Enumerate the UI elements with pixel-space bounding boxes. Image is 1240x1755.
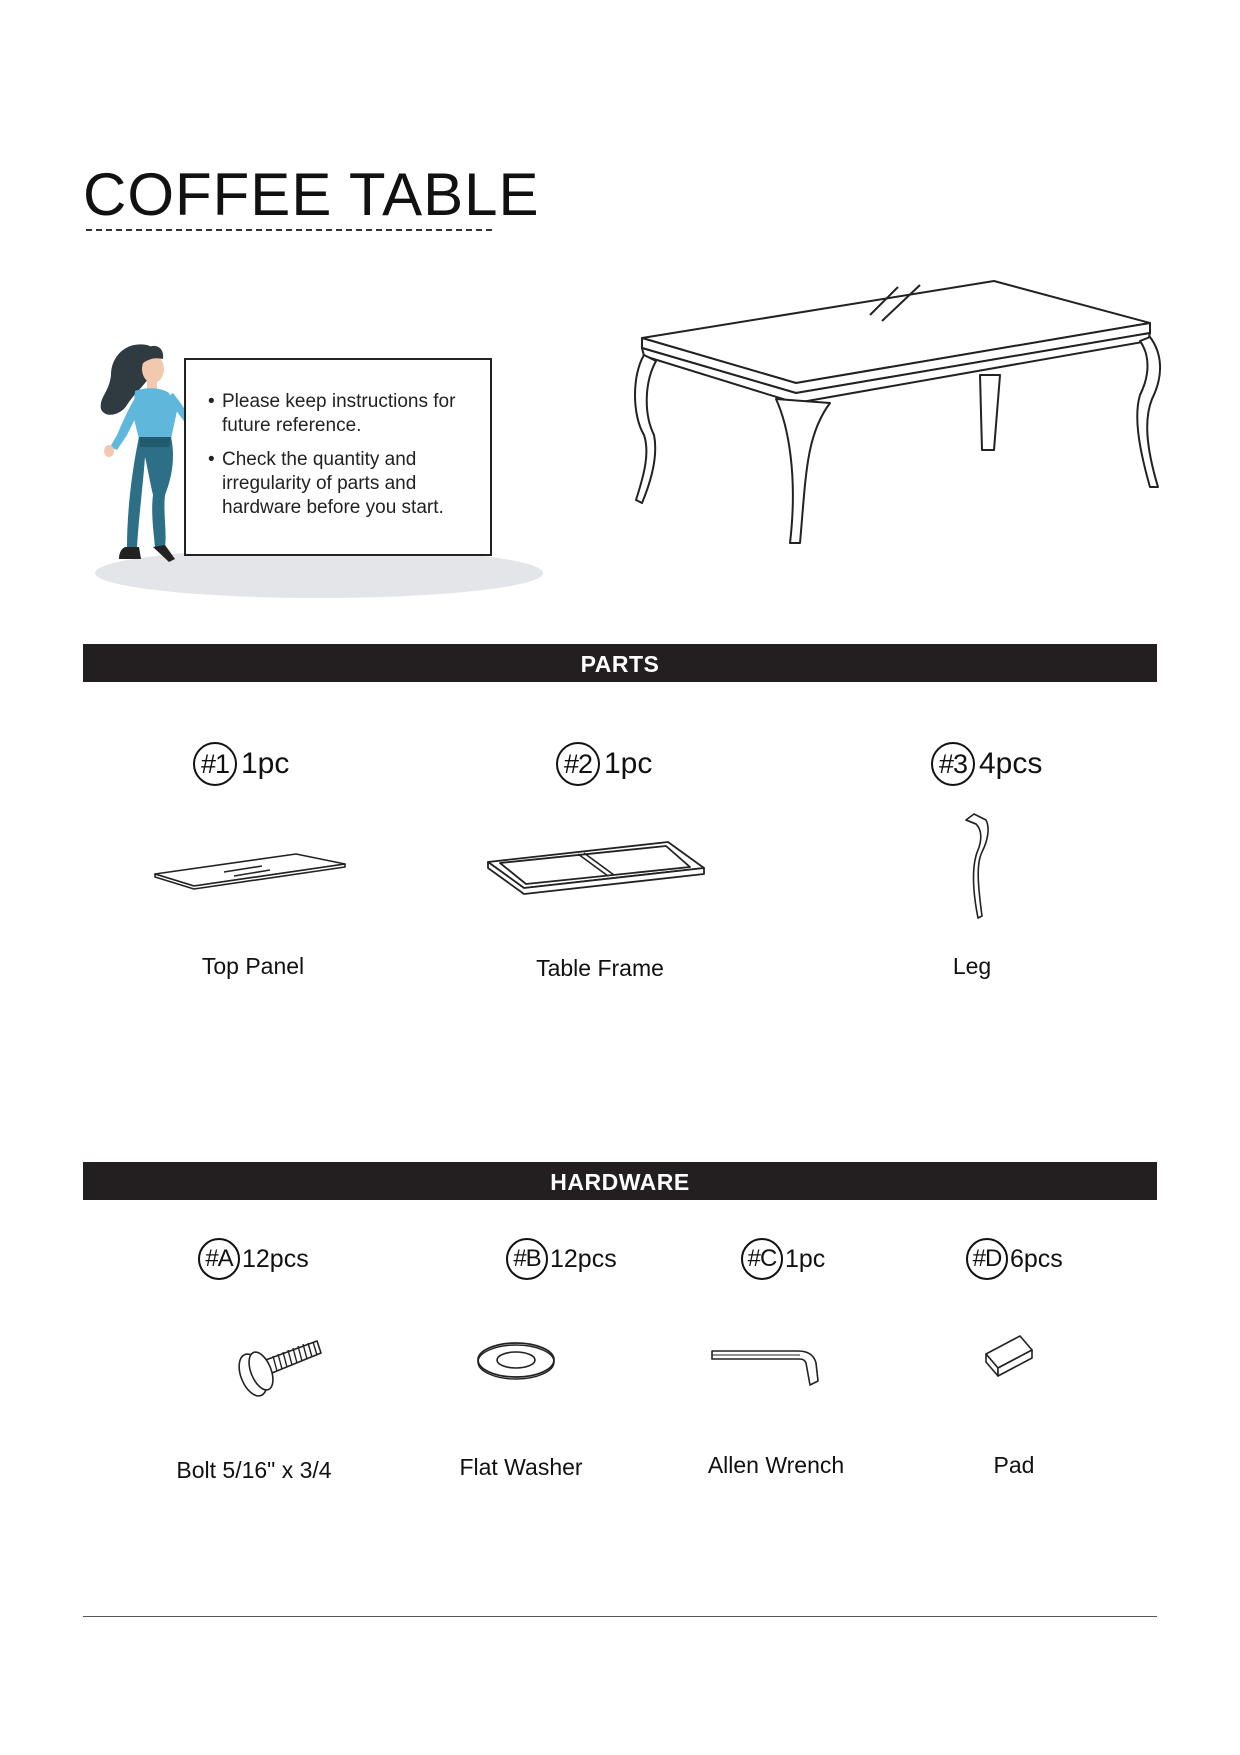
part-1-label: Top Panel	[201, 953, 305, 979]
table-frame-icon	[484, 838, 710, 896]
hardware-a-qty: 12pcs	[242, 1244, 309, 1273]
hardware-c-label: Allen Wrench	[707, 1452, 845, 1478]
part-2-badge-row	[556, 742, 652, 786]
part-1-qty: 1pc	[241, 747, 290, 780]
part-2-id-badge: #2	[556, 742, 600, 786]
hardware-a-label: Bolt 5/16" x 3/4	[176, 1457, 332, 1483]
part-3-label: Leg	[952, 953, 992, 979]
hardware-d-badge-row	[966, 1238, 1063, 1280]
part-3-qty: 4pcs	[979, 747, 1043, 780]
allen-wrench-icon	[710, 1345, 826, 1389]
hardware-c-badge-row	[741, 1238, 825, 1280]
parts-header: PARTS	[83, 644, 1157, 682]
notice-item-keep-instructions: • Please keep instructions for future reference.	[222, 390, 472, 438]
hardware-b-id-badge: #B	[506, 1238, 548, 1280]
top-panel-icon	[150, 850, 350, 895]
hardware-c-id-badge: #C	[741, 1238, 783, 1280]
page-title: COFFEE TABLE	[83, 161, 540, 228]
hardware-d-label: Pad	[993, 1452, 1035, 1478]
leg-icon	[960, 812, 1000, 920]
hardware-a-badge-row	[198, 1238, 309, 1280]
hardware-d-qty: 6pcs	[1010, 1244, 1063, 1273]
coffee-table-illustration	[630, 275, 1170, 555]
hardware-c-qty: 1pc	[785, 1244, 826, 1273]
hardware-d-id-badge: #D	[966, 1238, 1008, 1280]
part-2-qty: 1pc	[604, 747, 653, 780]
part-1-badge-row	[193, 742, 289, 786]
part-2-label: Table Frame	[536, 955, 664, 981]
hardware-b-qty: 12pcs	[550, 1244, 617, 1273]
part-3-badge-row	[931, 742, 1042, 786]
pad-icon	[982, 1332, 1038, 1378]
instruction-notice	[184, 358, 492, 556]
flat-washer-icon	[474, 1338, 558, 1382]
notice-item-check-parts: • Check the quantity and irregularity of parts and hardware before you start.	[222, 448, 472, 520]
bolt-icon	[235, 1335, 325, 1401]
part-3-id-badge: #3	[931, 742, 975, 786]
hardware-header: HARDWARE	[83, 1162, 1157, 1200]
part-1-id-badge: #1	[193, 742, 237, 786]
notice-list	[208, 390, 472, 520]
hardware-b-label: Flat Washer	[459, 1454, 583, 1480]
footer-divider	[83, 1616, 1157, 1617]
hardware-b-badge-row	[506, 1238, 617, 1280]
title-underline	[86, 229, 492, 231]
hardware-a-id-badge: #A	[198, 1238, 240, 1280]
